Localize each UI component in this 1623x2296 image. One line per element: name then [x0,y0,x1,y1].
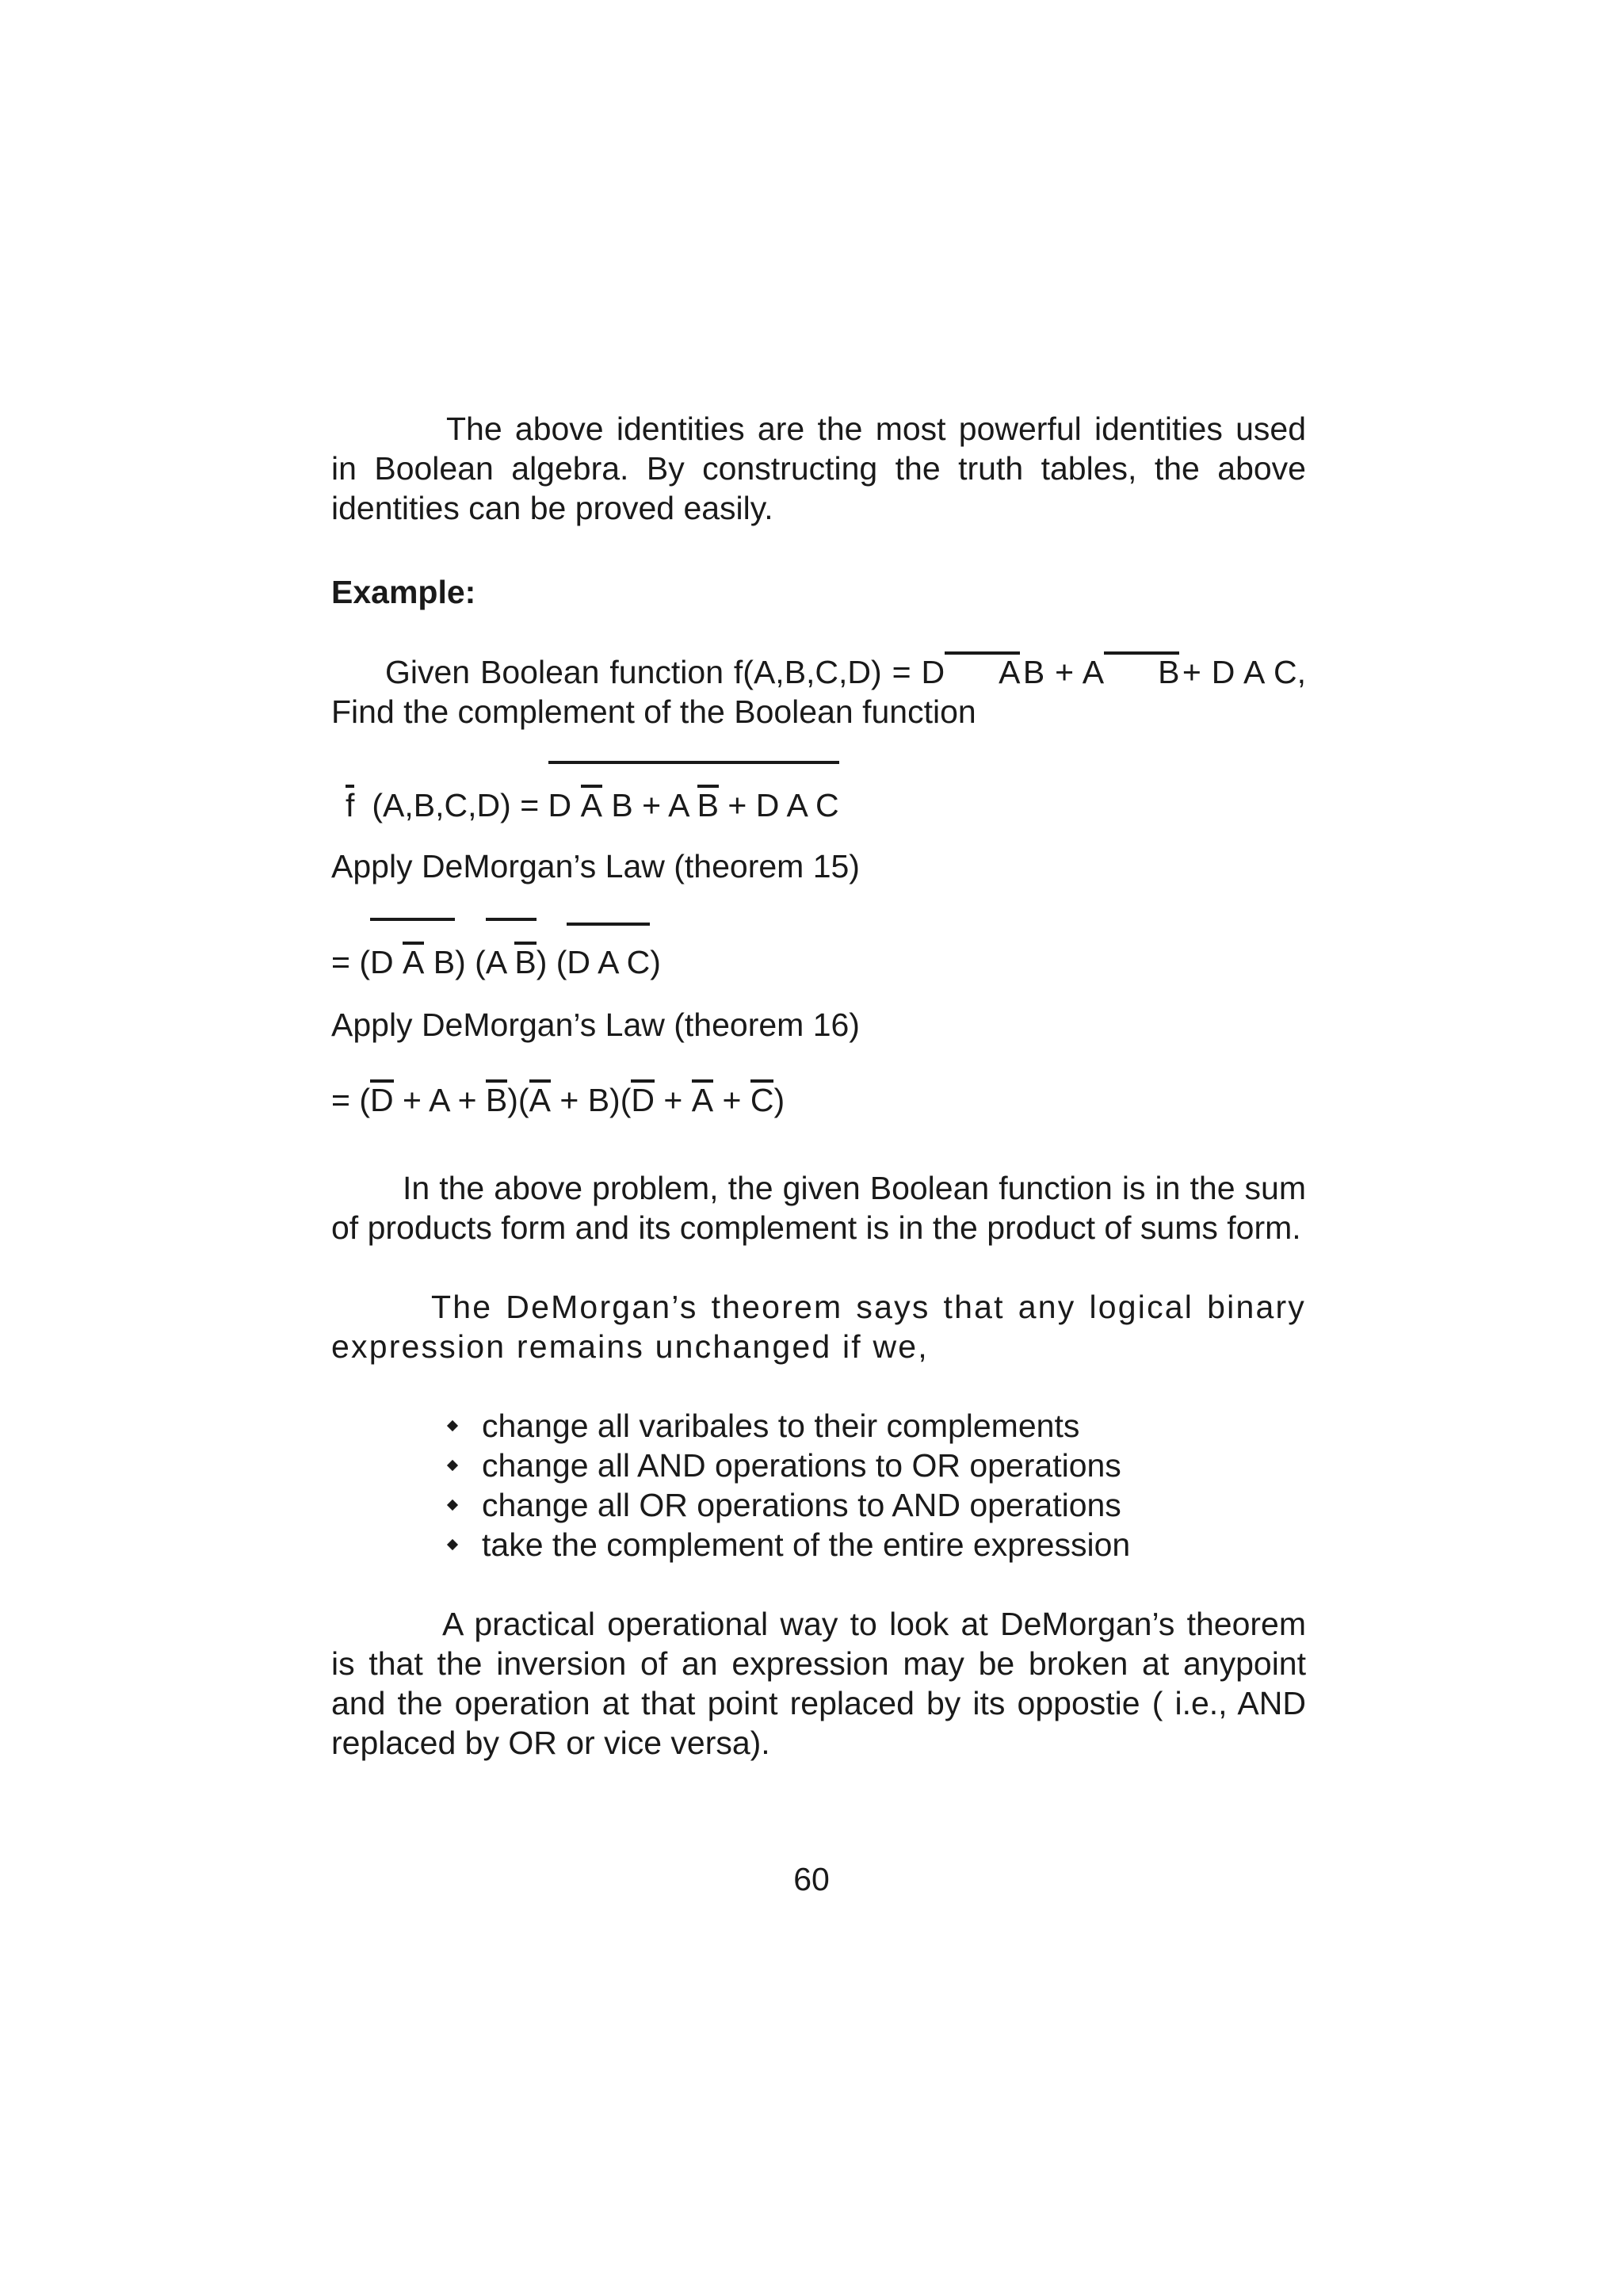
intro-paragraph: The above identities are the most powerful identities used in Boolean algebra. By constructing the truth tables, the above identities can be proved easily. [331,411,1306,526]
eq2-close1: ) ( [455,944,486,980]
apply-law-16: Apply DeMorgan’s Law (theorem 16) [331,1007,860,1043]
eq3-p5: + [722,1082,742,1118]
eq1-args: (A,B,C,D) = [372,787,540,823]
demorgan-rules-list [444,1406,1236,1564]
eq2-group-1 [370,918,455,978]
eq3-d-bar: D [370,1079,394,1116]
demorgan-step-1 [331,918,1306,982]
eq1-t5: + D A C [727,787,839,823]
eq3-a-bar-2: A [692,1079,713,1116]
apply-law-15: Apply DeMorgan’s Law (theorem 15) [331,848,860,884]
eq2-g2a: A [485,944,506,980]
eq2-g2-b-bar: B [514,942,536,978]
list-item-text: change all AND operations to OR operations [482,1447,1121,1484]
list-item [444,1485,1236,1525]
eq3-b-bar: B [486,1079,507,1116]
bullet-icon [447,1420,458,1431]
eq1-whole-complement [548,761,839,821]
complement-equation [346,761,1320,825]
bullet-icon [447,1539,458,1550]
bullet-icon [447,1460,458,1471]
list-item-text: take the complement of the entire expression [482,1526,1131,1563]
eq2-g1-a-bar: A [403,942,424,978]
bullet-icon [447,1499,458,1511]
f-bar: f [346,785,354,821]
eq1-t1: D [548,787,572,823]
example-statement [331,651,1306,732]
eq3-p3: + B)( [559,1082,632,1118]
list-item-text: change all varibales to their complements [482,1408,1080,1444]
eq3-p1: + A + [403,1082,477,1118]
eq3-p6: ) [773,1082,785,1118]
list-item [444,1446,1236,1485]
list-item-text: change all OR operations to AND operations [482,1487,1121,1523]
practical-way-paragraph: A practical operational way to look at DeMorgan’s theorem is that the inversion of an expression may be broken at anypoint and the operation at that point replaced by its oppostie ( i.e., AND replaced by OR or vice versa). [331,1606,1306,1761]
eq2-close2: ) ( [536,944,567,980]
eq3-c-bar: C [750,1079,774,1116]
page-number: 60 [793,1861,830,1897]
eq3-p2: )( [507,1082,529,1118]
eq3-a-bar: A [529,1079,551,1116]
eq1-a-bar: A [581,785,602,821]
eq3-p4: + [663,1082,683,1118]
eq1-b-bar: B [697,785,719,821]
overbar-b: B [1104,651,1179,688]
list-item [444,1406,1236,1446]
eq1-t3: B + A [611,787,689,823]
list-item [444,1525,1236,1564]
eq2-close3: ) [650,944,661,980]
demorgan-step-2 [331,1079,1306,1120]
eq2-group-3: D A C [567,923,650,978]
eq2-group-2 [486,918,537,978]
eq3-open: = ( [331,1082,370,1118]
example-prefix: Given Boolean function f(A,B,C,D) = D [385,654,945,690]
example-heading: Example: [331,574,476,610]
demorgan-theorem-paragraph: The DeMorgan’s theorem says that any logical binary expression remains unchanged if we, [331,1289,1306,1365]
overbar-a: A [945,651,1020,688]
sop-pos-paragraph: In the above problem, the given Boolean function is in the sum of products form and its complement is in the product of sums form. [331,1170,1306,1246]
eq3-d-bar-2: D [631,1079,655,1116]
eq2-open: = ( [331,944,370,980]
example-suffix: + D A C, Find the complement of the Boolean function [331,654,1306,730]
eq2-g1c: B [433,944,456,980]
eq2-g1a: D [370,944,394,980]
example-mid: B + A [1022,654,1105,690]
